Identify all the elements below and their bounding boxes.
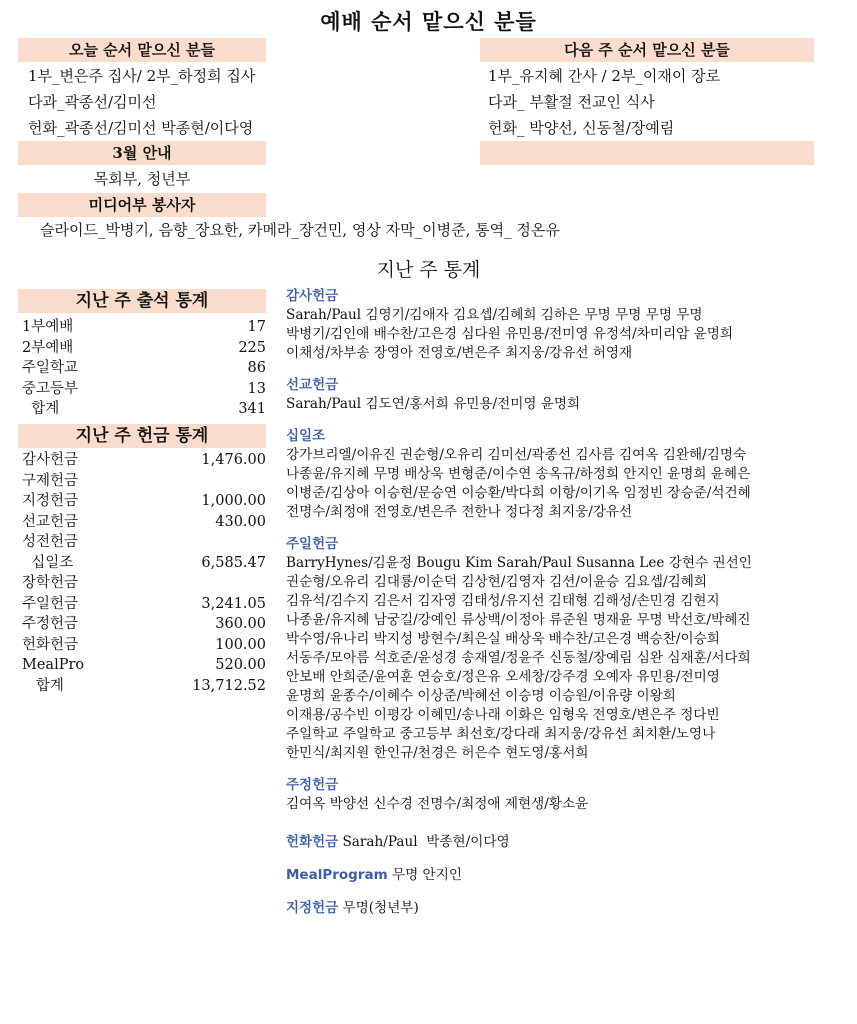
section-title: 십일조 <box>286 428 326 444</box>
donor-line: 김유석/김수지 김은서 김자영 김태성/유지선 김태형 김해성/손민경 김현지 <box>286 593 720 609</box>
flower-offering-line: 헌화헌금 Sarah/Paul 박종현/이다영 <box>286 834 510 850</box>
next-week-line-1: 1부_유지혜 간사 / 2부_이재이 장로 <box>488 67 721 85</box>
media-volunteers-header: 미디어부 봉사자 <box>18 193 266 217</box>
attendance-row: 중고등부 13 <box>22 380 266 397</box>
donor-line: 안보배 안희준/윤여훈 연승호/정은유 오세창/강주경 오예자 유민용/전미영 <box>286 669 720 685</box>
donor-line: 강가브리엘/이유진 권순형/오유리 김미선/곽종선 김사름 김여옥 김완해/김명숙 <box>286 447 747 463</box>
offering-row: 십일조 6,585.47 <box>22 554 266 571</box>
donor-line: 한민식/최지원 한인규/천경은 허은수 현도영/홍서희 <box>286 745 589 761</box>
offering-row: 지정헌금 1,000.00 <box>22 493 266 509</box>
offering-row: 구제헌금 <box>22 472 79 489</box>
offering-header: 지난 주 헌금 통계 <box>18 424 266 448</box>
donor-line: 이재용/공수빈 이평강 이혜민/송나래 이화은 임형욱 전영호/변은주 정다빈 <box>286 707 720 723</box>
donor-line: 박수영/유나리 박지성 방현수/최은실 배상욱 배수찬/고은경 백승찬/이승희 <box>286 631 720 647</box>
donor-list <box>286 286 846 931</box>
next-week-line-2: 다과_ 부활절 전교인 식사 <box>488 93 655 111</box>
section-title: 지정헌금 <box>286 900 339 916</box>
today-line-1: 1부_변은주 집사/ 2부_하정희 집사 <box>28 67 256 85</box>
meal-program-line: MealProgram 무명 안지인 <box>286 867 462 883</box>
section-title: 선교헌금 <box>286 377 339 393</box>
donor-line: Sarah/Paul 김도연/홍서희 유민용/전미영 윤명희 <box>286 396 581 412</box>
donor-line: 권순형/오유리 김대룡/이순덕 김상현/김영자 김션/이윤승 김요셉/김혜희 <box>286 574 707 590</box>
donor-line: 이병준/김상아 이승현/문승연 이승환/박다희 이항/이기옥 임정빈 장승준/석건혜 <box>286 485 751 501</box>
offering-row: 선교헌금 430.00 <box>22 513 266 530</box>
offering-total-row: 합계 13,712.52 <box>22 677 266 694</box>
offering-row: 감사헌금 1,476.00 <box>22 452 266 468</box>
donor-line: 서동주/모아름 석호준/윤성경 송재열/정윤주 신동철/장예림 심완 심재훈/서다희 <box>286 650 751 666</box>
donor-line: 박병기/김인애 배수찬/고은경 심다원 유민용/전미영 유정석/차미리암 윤명희 <box>286 326 734 342</box>
donor-line: 나종윤/유지혜 무명 배상욱 변형준/이수연 송옥규/하정희 안지인 윤명희 윤혜은 <box>286 466 751 482</box>
section-title: 헌화헌금 <box>286 834 339 850</box>
offering-row: 주정헌금 360.00 <box>22 616 266 632</box>
today-line-2: 다과_곽종선/김미선 <box>28 93 157 111</box>
next-week-servers-header: 다음 주 순서 맡으신 분들 <box>480 38 814 62</box>
today-line-3: 헌화_곽종선/김미선 박종현/이다영 <box>28 119 254 137</box>
next-week-blank-header <box>480 141 814 165</box>
attendance-total-row: 합계 341 <box>22 401 266 417</box>
attendance-header: 지난 주 출석 통계 <box>18 289 266 313</box>
march-notice-header: 3월 안내 <box>18 141 266 165</box>
donor-line: 김여옥 박양선 신수경 전명수/최정애 제현생/황소윤 <box>286 796 589 812</box>
mission-offering-section <box>286 375 846 414</box>
sunday-offering-section <box>286 534 846 763</box>
weekly-offering-section <box>286 775 846 814</box>
stats-title: 지난 주 통계 <box>376 259 481 281</box>
offering-row: 장학헌금 <box>22 575 79 591</box>
next-week-line-3: 헌화_ 박양선, 신동철/장예림 <box>488 119 675 137</box>
attendance-row: 주일학교 86 <box>22 360 266 376</box>
donor-line: 전명수/최정애 전영호/변은주 전한나 정다정 최지웅/강유선 <box>286 504 633 520</box>
page-title: 예배 순서 맡으신 분들 <box>320 9 537 34</box>
offering-row: MealPro 520.00 <box>22 657 266 673</box>
donor-line: BarryHynes/김윤정 Bougu Kim Sarah/Paul Susanna Lee 강현수 권선인 <box>286 555 752 571</box>
section-title: 감사헌금 <box>286 288 339 304</box>
attendance-row: 1부예배 17 <box>22 319 266 335</box>
offering-row: 헌화헌금 100.00 <box>22 636 266 653</box>
offering-row: 주일헌금 3,241.05 <box>22 595 266 612</box>
thanksgiving-offering-section <box>286 286 846 363</box>
offering-row: 성전헌금 <box>22 534 79 550</box>
media-volunteers-text: 슬라이드_박병기, 음향_장요한, 카메라_장건민, 영상 자막_이병준, 통역_ 정온유 <box>40 221 560 239</box>
tithe-section <box>286 426 846 522</box>
donor-line: 주일학교 주일학교 중고등부 최선호/강다래 최지웅/강유선 최치환/노영나 <box>286 726 716 742</box>
section-title: MealProgram <box>286 867 388 883</box>
march-notice-text: 목회부, 청년부 <box>93 170 191 188</box>
donor-line: 이채성/차부송 장영아 전영호/변은주 최지웅/강유선 허영재 <box>286 345 633 361</box>
today-servers-header: 오늘 순서 맡으신 분들 <box>18 38 266 62</box>
section-title: 주정헌금 <box>286 777 339 793</box>
donor-line: 윤명희 윤종수/이혜수 이상준/박혜선 이승명 이승원/이유량 이왕희 <box>286 688 676 704</box>
designated-offering-line: 지정헌금 무명(청년부) <box>286 900 419 916</box>
section-title: 주일헌금 <box>286 536 339 552</box>
attendance-row: 2부예배 225 <box>22 339 266 356</box>
donor-line: Sarah/Paul 김영기/김애자 김요셉/김혜희 김하은 무명 무명 무명 무명 <box>286 307 703 323</box>
donor-line: 나종윤/유지혜 남궁길/강예인 류상백/이정아 류준원 명재윤 무명 박선호/박혜진 <box>286 612 751 628</box>
